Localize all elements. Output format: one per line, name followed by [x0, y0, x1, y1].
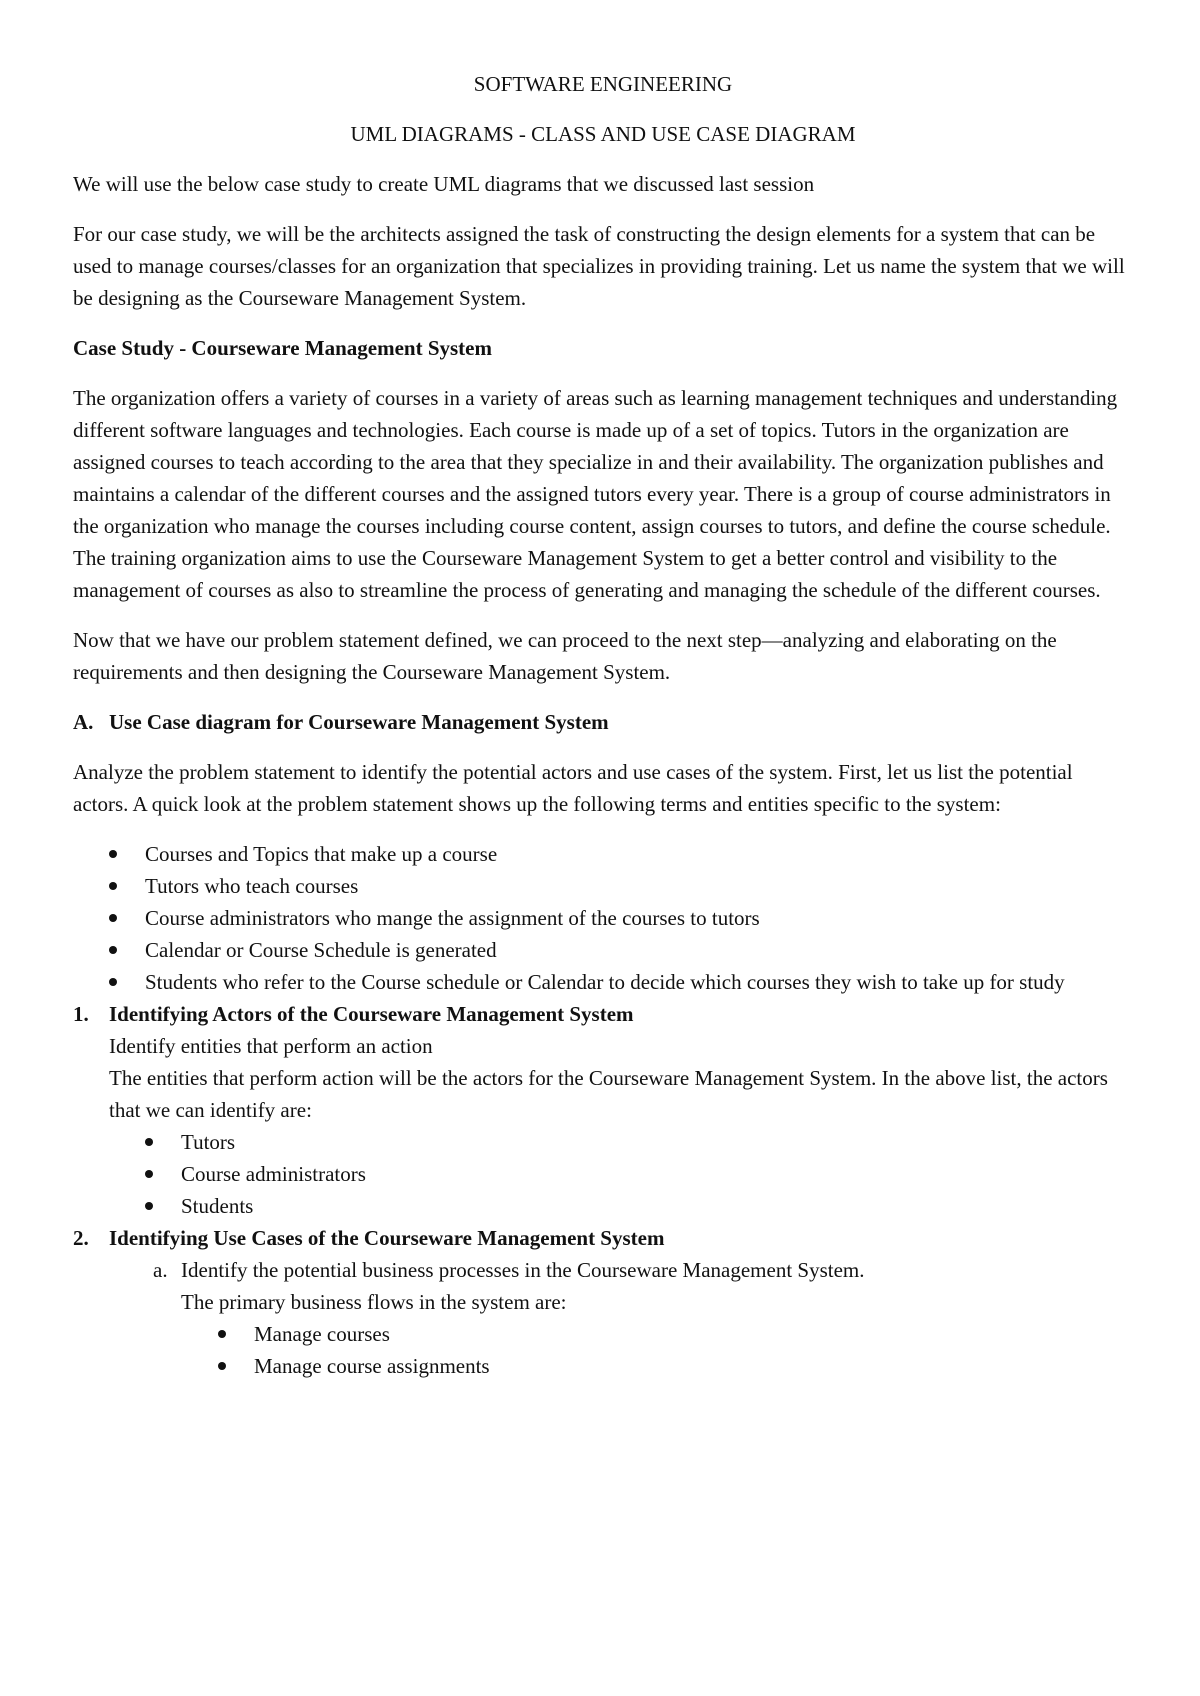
intro-paragraph: We will use the below case study to create UML diagrams that we discussed last session: [73, 172, 815, 196]
list-item: [73, 966, 1133, 998]
list-item: [181, 1350, 1133, 1382]
section-a-heading: [73, 706, 1133, 738]
entities-list: [73, 838, 1133, 998]
section-a-title: Use Case diagram for Courseware Management System: [109, 710, 609, 734]
list-item-text: Course administrators: [181, 1162, 366, 1186]
sub-step-line: Identify the potential business processes in the Courseware Management System.: [181, 1258, 865, 1282]
step-number: 1.: [73, 1002, 89, 1026]
step-identify-actors: [73, 998, 1133, 1222]
bullet-icon: [109, 978, 117, 986]
step-line: The entities that perform action will be the actors for the Courseware Management System. In the above list, the actors that we can identify are:: [109, 1066, 1108, 1122]
list-item: [73, 870, 1133, 902]
list-item-text: Manage course assignments: [254, 1354, 490, 1378]
sub-step-a: [73, 1254, 1133, 1382]
list-item: [109, 1158, 1133, 1190]
list-item: [73, 902, 1133, 934]
step-identify-use-cases: [73, 1222, 1133, 1382]
case-study-heading: Case Study - Courseware Management System: [73, 336, 492, 360]
list-item: [109, 1190, 1133, 1222]
actors-list: [109, 1126, 1133, 1222]
bullet-icon: [145, 1170, 153, 1178]
list-item-text: Students who refer to the Course schedule or Calendar to decide which courses they wish to take up for study: [145, 970, 1065, 994]
list-item-text: Course administrators who mange the assignment of the courses to tutors: [145, 906, 760, 930]
list-item-text: Students: [181, 1194, 254, 1218]
list-item: [73, 838, 1133, 870]
document-title: UML DIAGRAMS - CLASS AND USE CASE DIAGRAM: [350, 122, 856, 146]
list-item-text: Tutors who teach courses: [145, 874, 359, 898]
list-item-text: Courses and Topics that make up a course: [145, 842, 498, 866]
list-item-text: Calendar or Course Schedule is generated: [145, 938, 497, 962]
sub-step-line: The primary business flows in the system are:: [181, 1290, 567, 1314]
bullet-icon: [109, 946, 117, 954]
bullet-icon: [145, 1202, 153, 1210]
document-content: [73, 68, 1133, 1382]
step-line: Identify entities that perform an action: [109, 1034, 433, 1058]
list-item-text: Manage courses: [254, 1322, 390, 1346]
bullet-icon: [218, 1362, 226, 1370]
bullet-icon: [145, 1138, 153, 1146]
list-item-text: Tutors: [181, 1130, 236, 1154]
list-item: [109, 1126, 1133, 1158]
bullet-icon: [218, 1330, 226, 1338]
case-study-intro-paragraph: For our case study, we will be the architects assigned the task of constructing the design elements for a system that can be used to manage courses/classes for an organization that specializes in providing training. Let us name the system that we will be designing as the Courseware Management System.: [73, 222, 1125, 310]
numbered-steps: [73, 998, 1133, 1382]
course-title: SOFTWARE ENGINEERING: [473, 72, 733, 96]
list-item: [73, 934, 1133, 966]
bullet-icon: [109, 882, 117, 890]
step-number: 2.: [73, 1226, 89, 1250]
business-flows-list: [181, 1318, 1133, 1382]
problem-statement-paragraph: The organization offers a variety of courses in a variety of areas such as learning management techniques and understanding different software languages and technologies. Each course is made up of a set of topics. Tutors in the organization are assigned courses to teach according to the area that they specialize in and their availability. The organization publishes and maintains a calendar of the different courses and the assigned tutors every year. There is a group of course administrators in the organization who manage the courses including course content, assign courses to tutors, and define the course schedule. The training organization aims to use the Courseware Management System to get a better control and visibility to the management of courses as also to streamline the process of generating and managing the schedule of the different courses.: [73, 386, 1118, 602]
next-step-paragraph: Now that we have our problem statement defined, we can proceed to the next step—analyzing and elaborating on the requirements and then designing the Courseware Management System.: [73, 628, 1057, 684]
step-heading: Identifying Use Cases of the Courseware Management System: [109, 1226, 665, 1250]
bullet-icon: [109, 850, 117, 858]
bullet-icon: [109, 914, 117, 922]
section-a-marker: A.: [73, 710, 94, 734]
list-item: [181, 1318, 1133, 1350]
sub-step-marker: a.: [153, 1258, 168, 1282]
step-heading: Identifying Actors of the Courseware Management System: [109, 1002, 634, 1026]
analyze-paragraph: Analyze the problem statement to identify the potential actors and use cases of the system. First, let us list the potential actors. A quick look at the problem statement shows up the following terms and entities specific to the system:: [73, 760, 1073, 816]
